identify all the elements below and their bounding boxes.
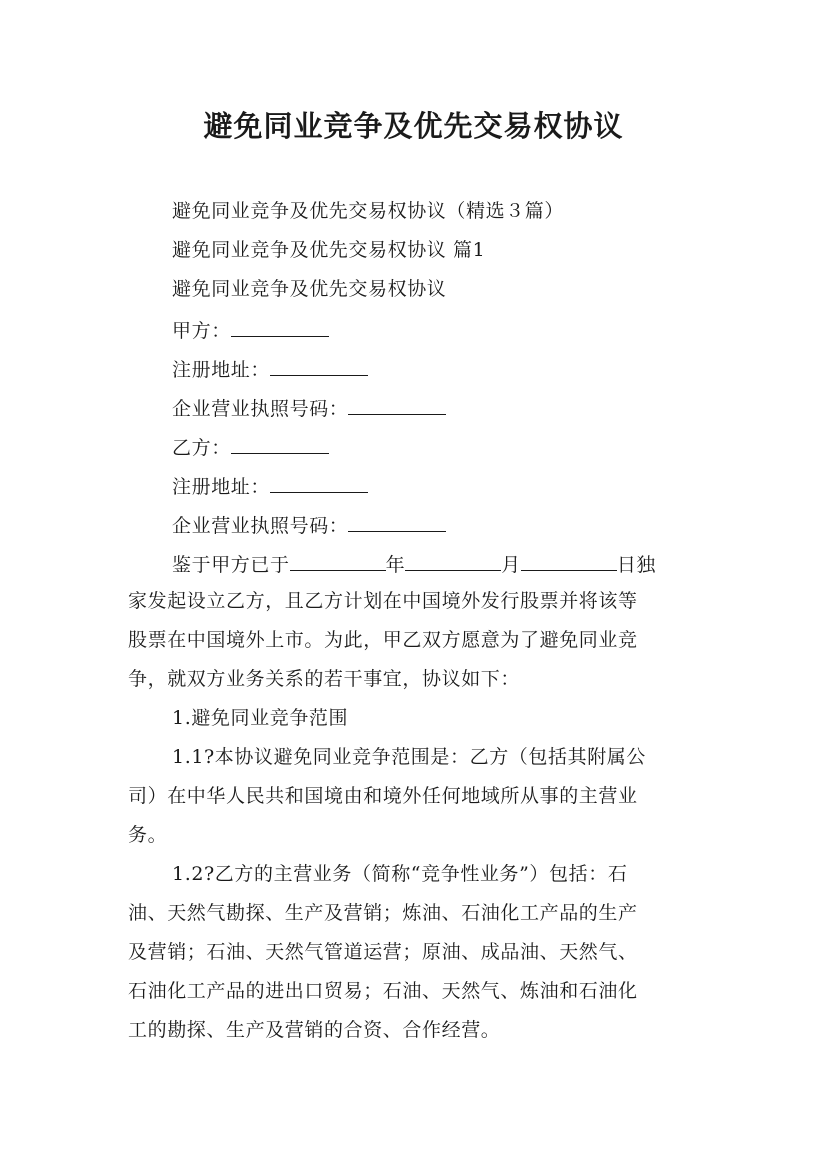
intro-line: 避免同业竞争及优先交易权协议（精选３篇） (172, 200, 565, 222)
recital-month-blank (405, 550, 501, 571)
document-title: 避免同业竞争及优先交易权协议 (203, 109, 624, 143)
clause-line: 及营销；石油、天然气管道运营；原油、成品油、天然气、 (128, 941, 638, 963)
party-b-license-field (172, 511, 762, 538)
clause-line: 1.2?乙方的主营业务（简称“竞争性业务”）包括：石 (172, 863, 628, 885)
section-heading: 1.避免同业竞争范围 (172, 707, 349, 729)
party-a-label: 甲方： (172, 320, 231, 342)
party-b-blank (231, 433, 329, 454)
clause-line: 1.1?本协议避免同业竞争范围是：乙方（包括其附属公 (172, 746, 647, 768)
recital-first-line (172, 550, 762, 577)
recital-line: 争，就双方业务关系的若干事宜，协议如下： (128, 668, 521, 690)
party-a-field (172, 316, 762, 343)
party-a-license-field (172, 394, 762, 421)
intro-line: 避免同业竞争及优先交易权协议 (172, 278, 447, 300)
party-a-license-blank (348, 394, 446, 415)
party-a-address-field (172, 355, 762, 382)
party-a-license-label: 企业营业执照号码： (172, 398, 349, 420)
recital-line: 家发起设立乙方，且乙方计划在中国境外发行股票并将该等 (128, 590, 638, 612)
party-b-address-field (172, 472, 762, 499)
party-a-address-label: 注册地址： (172, 359, 271, 381)
clause-line: 石油化工产品的进出口贸易；石油、天然气、炼油和石油化 (128, 980, 638, 1002)
clause-line: 务。 (128, 824, 168, 846)
recital-prefix: 鉴于甲方已于 (172, 554, 290, 576)
recital-year: 年 (385, 554, 406, 576)
party-b-license-label: 企业营业执照号码： (172, 515, 349, 537)
recital-day-suffix: 日独 (616, 554, 657, 576)
clause-line: 油、天然气勘探、生产及营销；炼油、石油化工产品的生产 (128, 902, 638, 924)
recital-day-blank (521, 550, 617, 571)
party-b-label: 乙方： (172, 437, 231, 459)
party-b-field (172, 433, 762, 460)
clause-line: 工的勘探、生产及营销的合资、合作经营。 (128, 1019, 501, 1041)
party-b-license-blank (348, 511, 446, 532)
intro-line: 避免同业竞争及优先交易权协议 篇1 (172, 239, 486, 261)
party-b-address-blank (270, 472, 368, 493)
clause-line: 司）在中华人民共和国境由和境外任何地域所从事的主营业 (128, 785, 638, 807)
recital-line: 股票在中国境外上市。为此，甲乙双方愿意为了避免同业竞 (128, 629, 638, 651)
recital-month: 月 (501, 554, 521, 576)
party-a-blank (231, 316, 329, 337)
recital-year-blank (290, 550, 386, 571)
party-b-address-label: 注册地址： (172, 476, 271, 498)
party-a-address-blank (270, 355, 368, 376)
